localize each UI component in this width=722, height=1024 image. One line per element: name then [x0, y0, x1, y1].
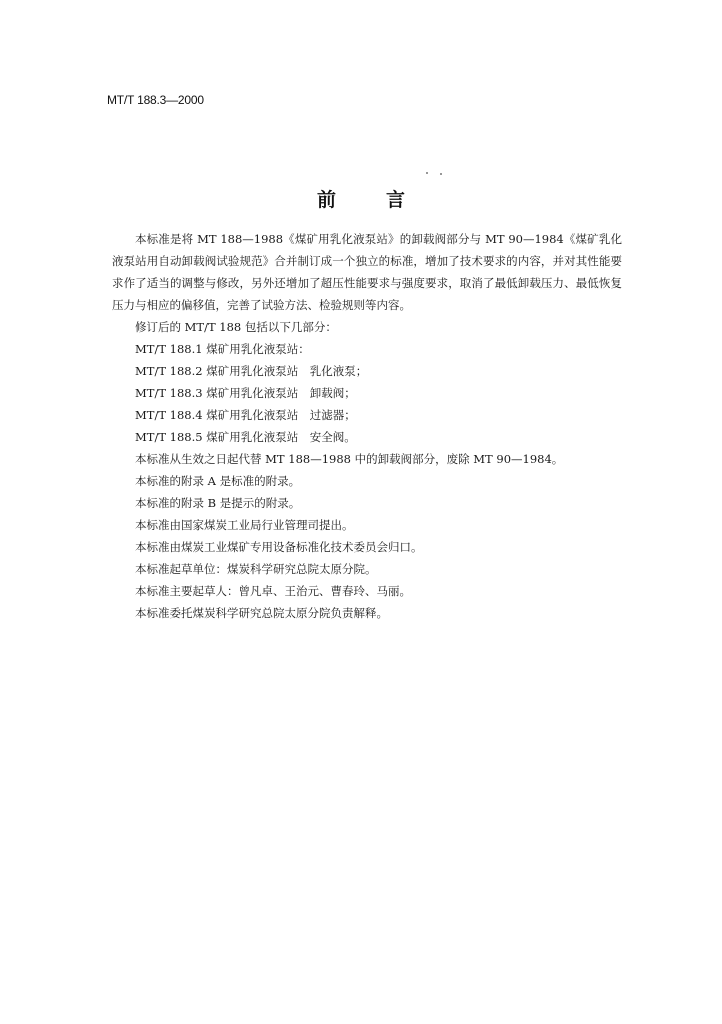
- statement-line: 本标准的附录 B 是提示的附录。: [135, 496, 301, 510]
- intro-paragraph: [112, 228, 622, 316]
- part-item: MT/T 188.4 煤矿用乳化液泵站 过滤器；: [135, 408, 356, 422]
- statement-line: 本标准由国家煤炭工业局行业管理司提出。: [135, 518, 354, 532]
- intro-text: 本标准是将 MT 188—1988《煤矿用乳化液泵站》的卸载阀部分与 MT 90—1984《煤矿乳化液泵站用自动卸载阀试验规范》合并制订成一个独立的标准，增加了技术要求的内容，并对其性能要求作了适当的调整与修改，另外还增加了超压性能要求与强度要求，取消了最低卸载压力、最低恢复压力与相应的偏移值，完善了试验方法、检验规则等内容。: [112, 232, 622, 312]
- page-title: [0, 185, 722, 212]
- statement-line: 本标准由煤炭工业煤矿专用设备标准化技术委员会归口。: [135, 540, 423, 554]
- parts-intro: 修订后的 MT/T 188 包括以下几部分：: [135, 320, 337, 334]
- scan-speck: [426, 172, 428, 174]
- part-item: MT/T 188.5 煤矿用乳化液泵站 安全阀。: [135, 430, 356, 444]
- title-char: 前: [316, 189, 336, 211]
- standard-code: MT/T 188.3—2000: [107, 93, 204, 107]
- part-item: MT/T 188.1 煤矿用乳化液泵站：: [135, 342, 310, 356]
- part-item: MT/T 188.3 煤矿用乳化液泵站 卸载阀；: [135, 386, 356, 400]
- part-item: MT/T 188.2 煤矿用乳化液泵站 乳化液泵；: [135, 364, 368, 378]
- scan-speck: [440, 173, 442, 175]
- statement-line: 本标准起草单位：煤炭科学研究总院太原分院。: [135, 562, 377, 576]
- statement-line: 本标准的附录 A 是标准的附录。: [135, 474, 301, 488]
- statement-line: 本标准委托煤炭科学研究总院太原分院负责解释。: [135, 606, 388, 620]
- title-char: 言: [386, 189, 406, 211]
- statement-line: 本标准主要起草人：曾凡卓、王治元、曹春玲、马丽。: [135, 584, 411, 598]
- statement-line: 本标准从生效之日起代替 MT 188—1988 中的卸载阀部分，废除 MT 90—1984。: [135, 452, 564, 466]
